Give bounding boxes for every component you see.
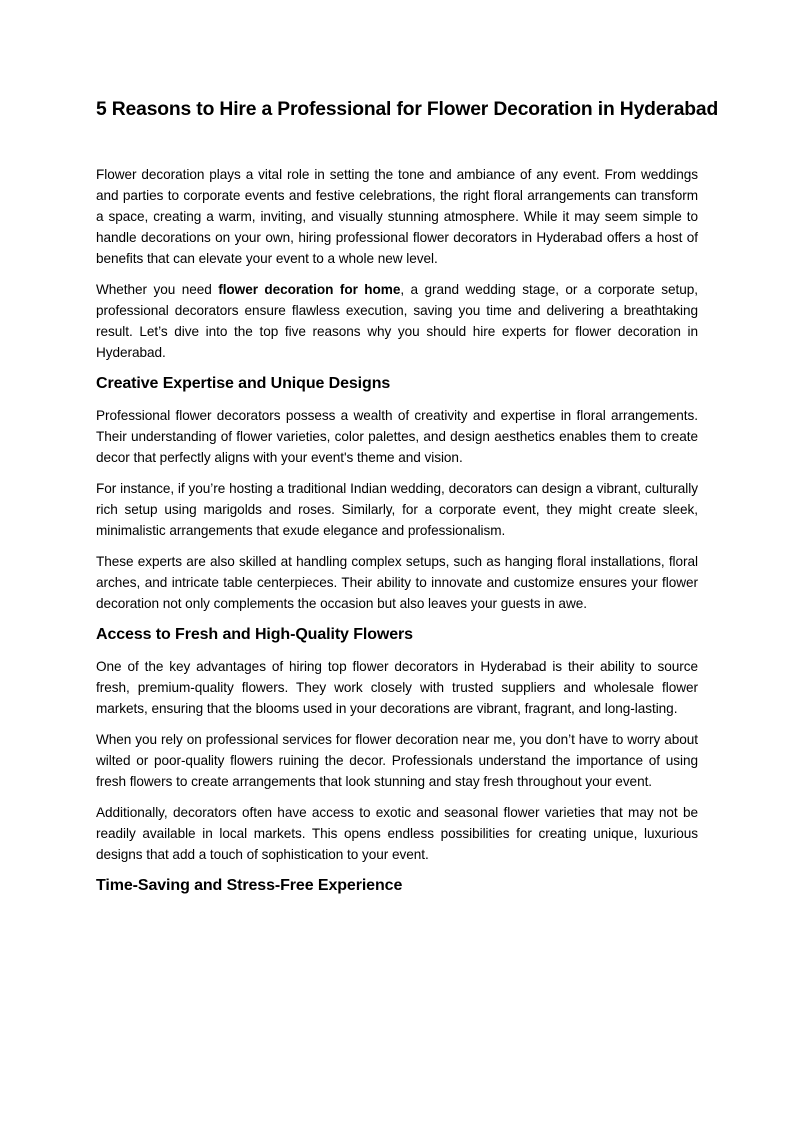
page-title: 5 Reasons to Hire a Professional for Flower Decoration in Hyderabad [96, 99, 719, 120]
section-heading-fresh-flowers: Access to Fresh and High-Quality Flowers [96, 626, 413, 643]
intro-p2-bold-keyword: flower decoration for home [218, 282, 401, 297]
section-1-paragraph-3: These experts are also skilled at handling complex setups, such as hanging floral installations, floral arches, and intricate table centerpieces. Their ability to innovate and customize ensures your flower decoration not only complements the occasion but also leaves your guests in awe. [96, 554, 698, 611]
intro-p2-after: , a grand wedding stage, or a corporate setup, professional decorators ensure flawless execution, saving you time and delivering a breathtaking result. Let’s dive into the top five reasons why you should hire experts for flower decoration in Hyderabad. [96, 282, 698, 360]
section-2-paragraph-3: Additionally, decorators often have access to exotic and seasonal flower varieties that may not be readily available in local markets. This opens endless possibilities for creating unique, luxurious designs that add a touch of sophistication to your event. [96, 805, 698, 862]
intro-paragraph-1: Flower decoration plays a vital role in setting the tone and ambiance of any event. From weddings and parties to corporate events and festive celebrations, the right floral arrangements can transform a space, creating a warm, inviting, and visually stunning atmosphere. While it may seem simple to handle decorations on your own, hiring professional flower decorators in Hyderabad offers a host of benefits that can elevate your event to a whole new level. [96, 167, 698, 266]
section-2-paragraph-2: When you rely on professional services for flower decoration near me, you don’t have to worry about wilted or poor-quality flowers ruining the decor. Professionals understand the importance of using fresh flowers to create arrangements that look stunning and stay fresh throughout your event. [96, 732, 698, 789]
section-1-paragraph-2: For instance, if you’re hosting a traditional Indian wedding, decorators can design a vibrant, culturally rich setup using marigolds and roses. Similarly, for a corporate event, they might create sleek, minimalistic arrangements that exude elegance and professionalism. [96, 481, 698, 538]
section-1-paragraph-1: Professional flower decorators possess a wealth of creativity and expertise in floral arrangements. Their understanding of flower varieties, color palettes, and design aesthetics enables them to create decor that perfectly aligns with your event's theme and vision. [96, 408, 698, 465]
section-2-paragraph-1: One of the key advantages of hiring top flower decorators in Hyderabad is their ability to source fresh, premium-quality flowers. They work closely with trusted suppliers and wholesale flower markets, ensuring that the blooms used in your decorations are vibrant, fragrant, and long-lasting. [96, 659, 698, 716]
section-heading-creative-expertise: Creative Expertise and Unique Designs [96, 375, 391, 392]
intro-paragraph-2 [96, 279, 698, 363]
section-heading-time-saving: Time-Saving and Stress-Free Experience [96, 877, 403, 894]
intro-p2-before: Whether you need [96, 282, 219, 297]
article-body [96, 98, 719, 907]
